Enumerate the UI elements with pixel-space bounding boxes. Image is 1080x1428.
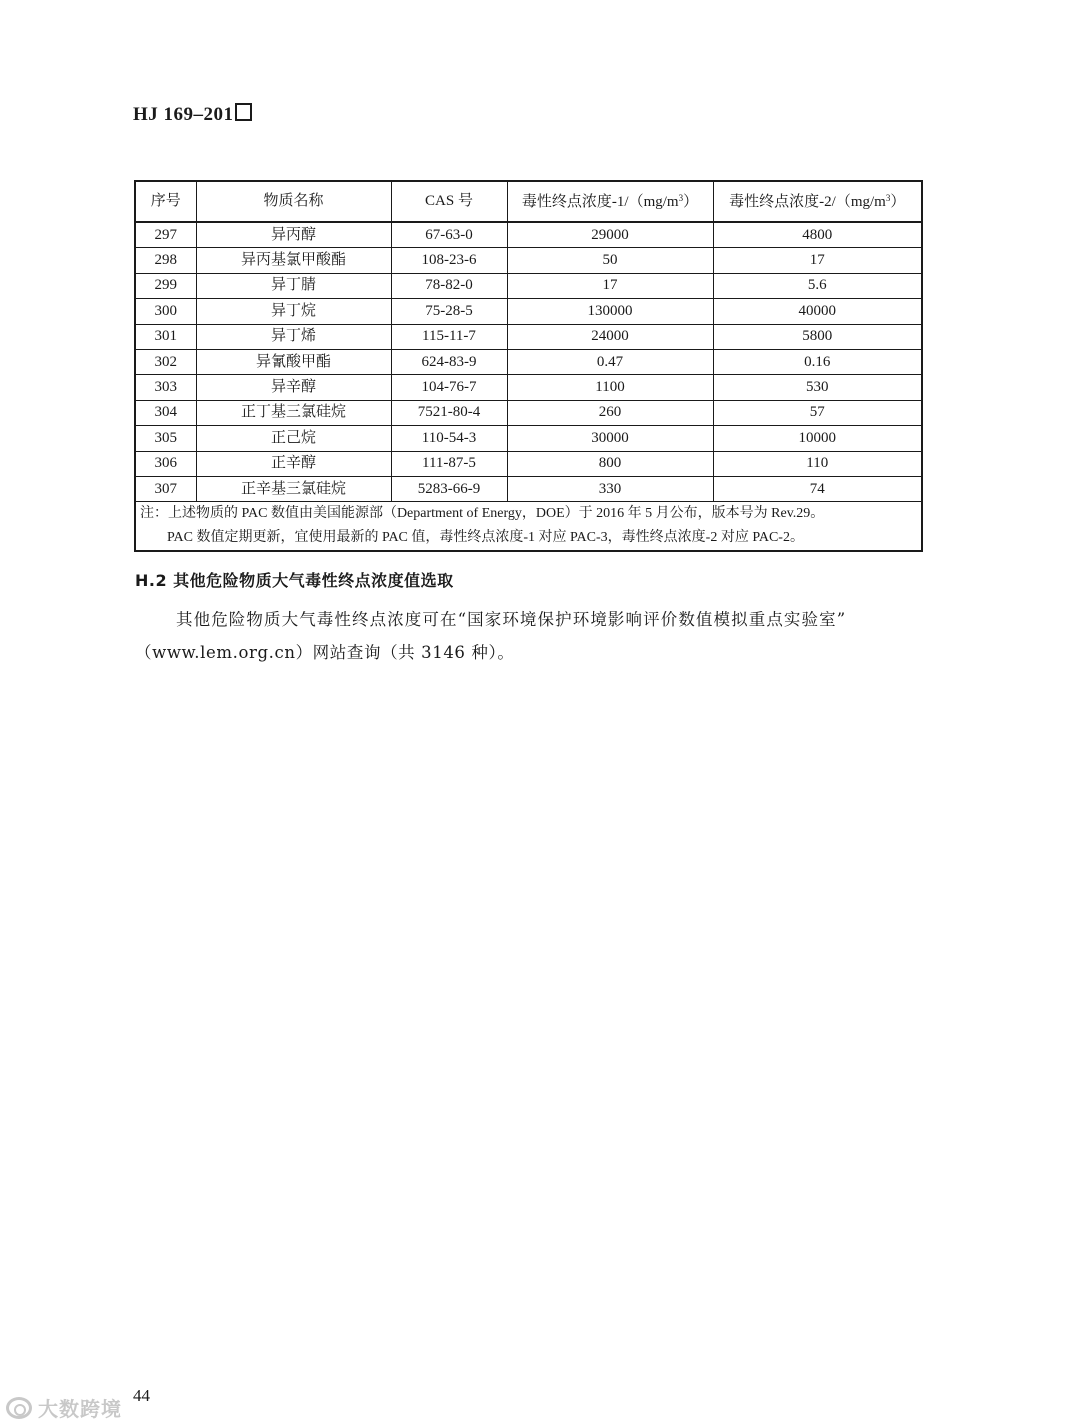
table-row bbox=[135, 426, 922, 451]
cell-index: 300 bbox=[135, 299, 196, 324]
cell-conc2: 17 bbox=[713, 248, 922, 273]
watermark-text: 大数跨境 bbox=[38, 1397, 122, 1421]
cell-substance-name: 正丁基三氯硅烷 bbox=[196, 400, 391, 425]
col-header-name: 物质名称 bbox=[196, 181, 391, 222]
cell-conc1: 260 bbox=[507, 400, 713, 425]
cell-substance-name: 正己烷 bbox=[196, 426, 391, 451]
cell-conc1: 1100 bbox=[507, 375, 713, 400]
table-header-row bbox=[135, 181, 922, 222]
cell-cas: 111-87-5 bbox=[391, 451, 507, 476]
document-header bbox=[133, 103, 252, 126]
cell-conc1: 50 bbox=[507, 248, 713, 273]
cell-conc2: 5.6 bbox=[713, 273, 922, 298]
cell-cas: 624-83-9 bbox=[391, 349, 507, 374]
cell-substance-name: 异辛醇 bbox=[196, 375, 391, 400]
cell-substance-name: 异丙醇 bbox=[196, 222, 391, 248]
cell-cas: 67-63-0 bbox=[391, 222, 507, 248]
cell-conc2: 74 bbox=[713, 476, 922, 501]
cell-substance-name: 异氰酸甲酯 bbox=[196, 349, 391, 374]
cell-substance-name: 正辛基三氯硅烷 bbox=[196, 476, 391, 501]
table-row bbox=[135, 476, 922, 501]
cell-index: 304 bbox=[135, 400, 196, 425]
cell-conc2: 4800 bbox=[713, 222, 922, 248]
watermark bbox=[6, 1393, 122, 1422]
cell-conc2: 0.16 bbox=[713, 349, 922, 374]
cell-conc1: 330 bbox=[507, 476, 713, 501]
cell-conc1: 24000 bbox=[507, 324, 713, 349]
cell-index: 305 bbox=[135, 426, 196, 451]
cell-conc1: 0.47 bbox=[507, 349, 713, 374]
paragraph-line-2: （www.lem.org.cn）网站查询（共 3146 种）。 bbox=[135, 643, 515, 662]
table-row bbox=[135, 400, 922, 425]
cell-conc1: 130000 bbox=[507, 299, 713, 324]
col-header-index: 序号 bbox=[135, 181, 196, 222]
watermark-logo-icon bbox=[6, 1397, 32, 1419]
placeholder-box-icon bbox=[235, 103, 252, 121]
table-note bbox=[135, 502, 922, 552]
cell-index: 299 bbox=[135, 273, 196, 298]
cell-substance-name: 异丁腈 bbox=[196, 273, 391, 298]
cell-index: 297 bbox=[135, 222, 196, 248]
cell-substance-name: 异丙基氯甲酸酯 bbox=[196, 248, 391, 273]
cell-substance-name: 异丁烷 bbox=[196, 299, 391, 324]
cell-cas: 7521-80-4 bbox=[391, 400, 507, 425]
cell-cas: 5283-66-9 bbox=[391, 476, 507, 501]
section-paragraph bbox=[135, 603, 955, 669]
cell-conc1: 29000 bbox=[507, 222, 713, 248]
cell-conc1: 30000 bbox=[507, 426, 713, 451]
cell-index: 298 bbox=[135, 248, 196, 273]
cell-conc2: 110 bbox=[713, 451, 922, 476]
cell-index: 301 bbox=[135, 324, 196, 349]
page-number: 44 bbox=[133, 1386, 150, 1405]
table-row bbox=[135, 451, 922, 476]
table-note-row bbox=[135, 502, 922, 552]
cell-conc1: 800 bbox=[507, 451, 713, 476]
cell-conc2: 10000 bbox=[713, 426, 922, 451]
cell-index: 307 bbox=[135, 476, 196, 501]
paragraph-line-1: 其他危险物质大气毒性终点浓度可在“国家环境保护环境影响评价数值模拟重点实验室” bbox=[176, 610, 847, 629]
table-row bbox=[135, 324, 922, 349]
cell-cas: 110-54-3 bbox=[391, 426, 507, 451]
cell-substance-name: 异丁烯 bbox=[196, 324, 391, 349]
note-line-2: PAC 数值定期更新，宜使用最新的 PAC 值，毒性终点浓度-1 对应 PAC-3，毒性终点浓度-2 对应 PAC-2。 bbox=[167, 530, 804, 546]
table-row bbox=[135, 273, 922, 298]
table-row bbox=[135, 375, 922, 400]
table-row bbox=[135, 248, 922, 273]
cell-conc2: 40000 bbox=[713, 299, 922, 324]
cell-conc2: 57 bbox=[713, 400, 922, 425]
section-title: H.2 其他危险物质大气毒性终点浓度值选取 bbox=[135, 571, 454, 590]
cell-index: 306 bbox=[135, 451, 196, 476]
standard-code: HJ 169–201 bbox=[133, 104, 234, 125]
col-header-conc1: 毒性终点浓度$-1/(mg/m^3)$ bbox=[507, 181, 713, 222]
cell-cas: 104-76-7 bbox=[391, 375, 507, 400]
cell-conc2: 530 bbox=[713, 375, 922, 400]
table-row bbox=[135, 299, 922, 324]
table-row bbox=[135, 349, 922, 374]
table-body bbox=[135, 222, 922, 502]
col-header-cas: CAS 号 bbox=[391, 181, 507, 222]
col-header-conc2: 毒性终点浓度$-2/(mg/m^3)$ bbox=[713, 181, 922, 222]
substance-table bbox=[134, 180, 923, 552]
cell-index: 302 bbox=[135, 349, 196, 374]
cell-cas: 108-23-6 bbox=[391, 248, 507, 273]
cell-index: 303 bbox=[135, 375, 196, 400]
table-row bbox=[135, 222, 922, 248]
note-line-1: 注：上述物质的 PAC 数值由美国能源部（Department of Energy，DOE）于 2016 年 5 月公布，版本号为 Rev.29。 bbox=[140, 506, 825, 522]
cell-conc1: 17 bbox=[507, 273, 713, 298]
cell-cas: 75-28-5 bbox=[391, 299, 507, 324]
cell-cas: 115-11-7 bbox=[391, 324, 507, 349]
cell-conc2: 5800 bbox=[713, 324, 922, 349]
cell-substance-name: 正辛醇 bbox=[196, 451, 391, 476]
cell-cas: 78-82-0 bbox=[391, 273, 507, 298]
